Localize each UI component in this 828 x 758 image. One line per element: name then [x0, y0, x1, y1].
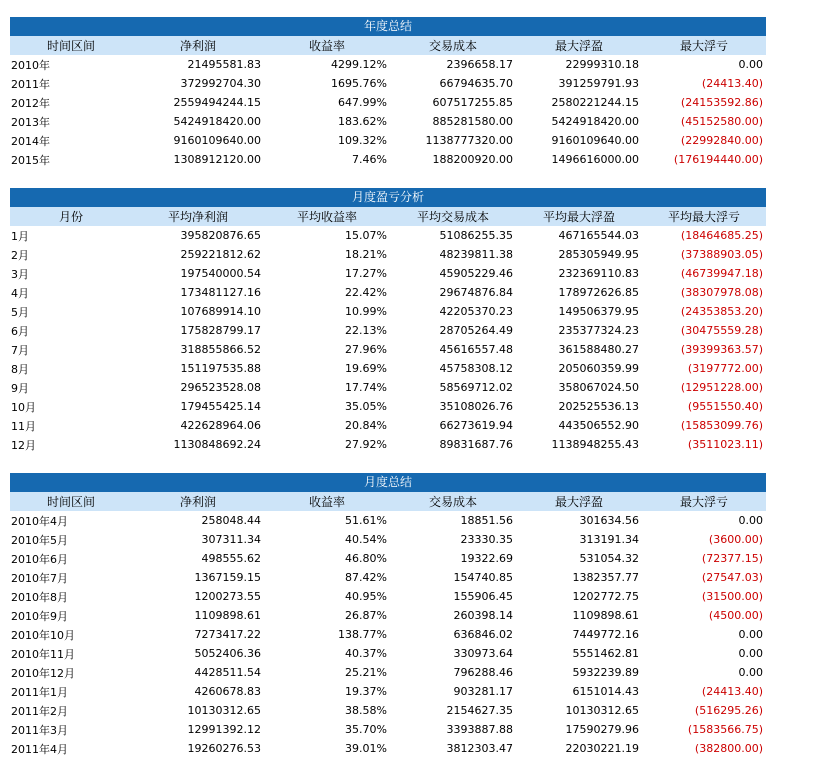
table-cell: 5424918420.00: [173, 115, 261, 128]
table-cell: 35.70%: [345, 723, 387, 736]
table-cell: 22999310.18: [565, 58, 639, 71]
column-header: 最大浮盈: [516, 36, 642, 55]
column-header: 时间区间: [10, 492, 132, 511]
column-header: 平均交易成本: [390, 207, 516, 226]
table-cell: 9160109640.00: [173, 134, 261, 147]
row-label: 11月: [11, 419, 36, 433]
table-header-row: [10, 207, 766, 226]
table-cell: (3511023.11): [687, 438, 763, 451]
table-cell: 1200273.55: [194, 590, 261, 603]
table-cell: 9160109640.00: [551, 134, 639, 147]
table-cell: 205060359.99: [558, 362, 639, 375]
table-cell: (1583566.75): [687, 723, 763, 736]
row-label: 2010年12月: [11, 666, 75, 680]
table-cell: 179455425.14: [180, 400, 261, 413]
table-cell: 361588480.27: [558, 343, 639, 356]
table-cell: 358067024.50: [558, 381, 639, 394]
table-cell: 40.95%: [345, 590, 387, 603]
column-header: 收益率: [264, 36, 390, 55]
row-label: 9月: [11, 381, 29, 395]
table-row: [10, 644, 766, 663]
table-cell: 27.96%: [345, 343, 387, 356]
table-cell: 28705264.49: [439, 324, 513, 337]
table-cell: 66794635.70: [439, 77, 513, 90]
table-cell: 175828799.17: [180, 324, 261, 337]
table-cell: (46739947.18): [680, 267, 763, 280]
table-cell: 22030221.19: [565, 742, 639, 755]
table-cell: 19260276.53: [187, 742, 261, 755]
table-row: [10, 511, 766, 530]
table-cell: 307311.34: [201, 533, 261, 546]
table-cell: 48239811.38: [439, 248, 513, 261]
row-label: 2010年11月: [11, 647, 75, 661]
row-label: 2015年: [11, 153, 50, 167]
table-cell: 178972626.85: [558, 286, 639, 299]
table-cell: (37388903.05): [680, 248, 763, 261]
row-label: 2011年: [11, 77, 50, 91]
table-cell: 258048.44: [201, 514, 261, 527]
column-header: 交易成本: [390, 36, 516, 55]
table-cell: 18.21%: [345, 248, 387, 261]
monthly-analysis-title: 月度盈亏分析: [10, 188, 766, 207]
table-cell: (45152580.00): [680, 115, 763, 128]
table-cell: (39399363.57): [680, 343, 763, 356]
column-header: 最大浮亏: [642, 36, 766, 55]
monthly-summary-section: [10, 473, 766, 758]
table-cell: 109.32%: [338, 134, 387, 147]
table-cell: 0.00: [738, 647, 763, 660]
table-cell: 19.69%: [345, 362, 387, 375]
table-cell: 467165544.03: [558, 229, 639, 242]
column-header: 平均最大浮盈: [516, 207, 642, 226]
table-cell: 151197535.88: [180, 362, 261, 375]
table-cell: (24413.40): [701, 685, 763, 698]
table-cell: 4299.12%: [331, 58, 387, 71]
table-cell: 17590279.96: [565, 723, 639, 736]
table-cell: 155906.45: [453, 590, 513, 603]
table-cell: 10130312.65: [187, 704, 261, 717]
table-cell: 1496616000.00: [551, 153, 639, 166]
table-cell: 2580221244.15: [551, 96, 639, 109]
table-cell: 39.01%: [345, 742, 387, 755]
table-cell: 0.00: [738, 58, 763, 71]
table-header-row: [10, 492, 766, 511]
column-header: 平均净利润: [132, 207, 264, 226]
table-cell: 3393887.88: [446, 723, 513, 736]
monthly-summary-title: 月度总结: [10, 473, 766, 492]
table-row: [10, 625, 766, 644]
row-label: 12月: [11, 438, 36, 452]
table-row: [10, 302, 766, 321]
table-cell: 17.27%: [345, 267, 387, 280]
table-cell: 422628964.06: [180, 419, 261, 432]
table-cell: 5551462.81: [572, 647, 639, 660]
table-row: [10, 397, 766, 416]
row-label: 2010年: [11, 58, 50, 72]
table-cell: (72377.15): [701, 552, 763, 565]
table-cell: 27.92%: [345, 438, 387, 451]
table-cell: (9551550.40): [687, 400, 763, 413]
table-cell: (12951228.00): [680, 381, 763, 394]
table-cell: 19.37%: [345, 685, 387, 698]
table-row: [10, 359, 766, 378]
table-cell: 1308912120.00: [173, 153, 261, 166]
row-label: 2010年8月: [11, 590, 68, 604]
monthly-analysis-table: [10, 207, 766, 454]
table-row: [10, 435, 766, 454]
table-cell: 313191.34: [579, 533, 639, 546]
table-cell: 26.87%: [345, 609, 387, 622]
row-label: 2010年9月: [11, 609, 68, 623]
table-cell: 89831687.76: [439, 438, 513, 451]
table-cell: 22.13%: [345, 324, 387, 337]
table-cell: 0.00: [738, 666, 763, 679]
table-cell: 23330.35: [460, 533, 513, 546]
table-cell: 2154627.35: [446, 704, 513, 717]
table-cell: 0.00: [738, 628, 763, 641]
table-cell: (30475559.28): [680, 324, 763, 337]
table-cell: (18464685.25): [680, 229, 763, 242]
table-cell: 5052406.36: [194, 647, 261, 660]
table-cell: 38.58%: [345, 704, 387, 717]
table-cell: 40.37%: [345, 647, 387, 660]
table-cell: 391259791.93: [558, 77, 639, 90]
column-header: 收益率: [264, 492, 390, 511]
table-cell: 51086255.35: [439, 229, 513, 242]
table-row: [10, 701, 766, 720]
table-row: [10, 682, 766, 701]
table-cell: 395820876.65: [180, 229, 261, 242]
yearly-summary-section: [10, 17, 766, 169]
row-label: 2014年: [11, 134, 50, 148]
table-cell: 903281.17: [453, 685, 513, 698]
table-cell: 42205370.23: [439, 305, 513, 318]
table-cell: (516295.26): [694, 704, 763, 717]
row-label: 2010年7月: [11, 571, 68, 585]
table-cell: (4500.00): [708, 609, 763, 622]
column-header: 最大浮亏: [642, 492, 766, 511]
row-label: 2011年1月: [11, 685, 68, 699]
column-header: 月份: [10, 207, 132, 226]
row-label: 2011年3月: [11, 723, 68, 737]
table-cell: 25.21%: [345, 666, 387, 679]
table-cell: 45905229.46: [439, 267, 513, 280]
table-cell: 51.61%: [345, 514, 387, 527]
table-cell: 29674876.84: [439, 286, 513, 299]
table-cell: (15853099.76): [680, 419, 763, 432]
table-cell: 19322.69: [460, 552, 513, 565]
column-header: 平均最大浮亏: [642, 207, 766, 226]
row-label: 4月: [11, 286, 29, 300]
table-row: [10, 568, 766, 587]
table-row: [10, 150, 766, 169]
table-cell: 197540000.54: [180, 267, 261, 280]
table-cell: 45758308.12: [439, 362, 513, 375]
table-cell: 5424918420.00: [551, 115, 639, 128]
monthly-summary-table: [10, 492, 766, 758]
table-cell: 12991392.12: [187, 723, 261, 736]
table-cell: 149506379.95: [558, 305, 639, 318]
table-cell: 636846.02: [453, 628, 513, 641]
table-cell: 22.42%: [345, 286, 387, 299]
table-cell: 1367159.15: [194, 571, 261, 584]
row-label: 3月: [11, 267, 29, 281]
table-cell: 6151014.43: [572, 685, 639, 698]
yearly-summary-title: 年度总结: [10, 17, 766, 36]
table-cell: 4428511.54: [194, 666, 261, 679]
table-cell: 18851.56: [460, 514, 513, 527]
table-cell: (3197772.00): [687, 362, 763, 375]
table-cell: (176194440.00): [673, 153, 763, 166]
table-cell: 443506552.90: [558, 419, 639, 432]
table-cell: 154740.85: [453, 571, 513, 584]
table-row: [10, 93, 766, 112]
row-label: 2012年: [11, 96, 50, 110]
table-cell: 1695.76%: [331, 77, 387, 90]
monthly-analysis-section: [10, 188, 766, 454]
table-cell: 498555.62: [201, 552, 261, 565]
row-label: 2010年4月: [11, 514, 68, 528]
table-cell: 885281580.00: [432, 115, 513, 128]
table-cell: 46.80%: [345, 552, 387, 565]
table-cell: 1382357.77: [572, 571, 639, 584]
column-header: 净利润: [132, 492, 264, 511]
table-cell: 296523528.08: [180, 381, 261, 394]
column-header: 时间区间: [10, 36, 132, 55]
table-cell: 202525536.13: [558, 400, 639, 413]
table-cell: 4260678.83: [194, 685, 261, 698]
row-label: 7月: [11, 343, 29, 357]
table-header-row: [10, 36, 766, 55]
table-row: [10, 720, 766, 739]
table-cell: (31500.00): [701, 590, 763, 603]
table-cell: 45616557.48: [439, 343, 513, 356]
row-label: 10月: [11, 400, 36, 414]
table-cell: 2559494244.15: [173, 96, 261, 109]
table-cell: 1130848692.24: [173, 438, 261, 451]
table-row: [10, 321, 766, 340]
table-cell: 138.77%: [338, 628, 387, 641]
table-cell: 58569712.02: [439, 381, 513, 394]
table-cell: 7.46%: [352, 153, 387, 166]
table-cell: 20.84%: [345, 419, 387, 432]
row-label: 2013年: [11, 115, 50, 129]
table-cell: 10.99%: [345, 305, 387, 318]
table-row: [10, 340, 766, 359]
table-cell: 1202772.75: [572, 590, 639, 603]
table-row: [10, 739, 766, 758]
table-cell: 15.07%: [345, 229, 387, 242]
table-row: [10, 226, 766, 245]
table-cell: (24413.40): [701, 77, 763, 90]
table-row: [10, 663, 766, 682]
table-row: [10, 112, 766, 131]
table-cell: 330973.64: [453, 647, 513, 660]
table-cell: 10130312.65: [565, 704, 639, 717]
table-cell: 1109898.61: [194, 609, 261, 622]
table-cell: 188200920.00: [432, 153, 513, 166]
table-cell: 35108026.76: [439, 400, 513, 413]
row-label: 2011年2月: [11, 704, 68, 718]
table-cell: 5932239.89: [572, 666, 639, 679]
table-cell: 372992704.30: [180, 77, 261, 90]
table-cell: 87.42%: [345, 571, 387, 584]
table-cell: 1109898.61: [572, 609, 639, 622]
row-label: 2010年10月: [11, 628, 75, 642]
table-cell: (24153592.86): [680, 96, 763, 109]
row-label: 6月: [11, 324, 29, 338]
table-cell: 1138948255.43: [551, 438, 639, 451]
table-cell: (27547.03): [701, 571, 763, 584]
table-cell: 0.00: [738, 514, 763, 527]
table-cell: 3812303.47: [446, 742, 513, 755]
table-cell: 173481127.16: [180, 286, 261, 299]
table-cell: 259221812.62: [180, 248, 261, 261]
row-label: 1月: [11, 229, 29, 243]
column-header: 交易成本: [390, 492, 516, 511]
table-cell: 235377324.23: [558, 324, 639, 337]
table-cell: 7273417.22: [194, 628, 261, 641]
table-cell: 796288.46: [453, 666, 513, 679]
table-row: [10, 55, 766, 74]
table-cell: (3600.00): [708, 533, 763, 546]
table-cell: (38307978.08): [680, 286, 763, 299]
table-cell: (382800.00): [694, 742, 763, 755]
table-cell: 607517255.85: [432, 96, 513, 109]
table-cell: 7449772.16: [572, 628, 639, 641]
row-label: 5月: [11, 305, 29, 319]
row-label: 2011年4月: [11, 742, 68, 756]
row-label: 2010年5月: [11, 533, 68, 547]
table-cell: (22992840.00): [680, 134, 763, 147]
table-row: [10, 131, 766, 150]
row-label: 2010年6月: [11, 552, 68, 566]
table-row: [10, 549, 766, 568]
row-label: 8月: [11, 362, 29, 376]
table-cell: 2396658.17: [446, 58, 513, 71]
table-row: [10, 530, 766, 549]
table-row: [10, 416, 766, 435]
table-row: [10, 606, 766, 625]
yearly-summary-table: [10, 36, 766, 169]
table-cell: 21495581.83: [187, 58, 261, 71]
table-cell: 17.74%: [345, 381, 387, 394]
table-cell: 260398.14: [453, 609, 513, 622]
table-cell: 232369110.83: [558, 267, 639, 280]
table-row: [10, 378, 766, 397]
table-cell: 35.05%: [345, 400, 387, 413]
table-row: [10, 283, 766, 302]
table-row: [10, 587, 766, 606]
table-cell: 183.62%: [338, 115, 387, 128]
table-cell: 647.99%: [338, 96, 387, 109]
table-cell: 40.54%: [345, 533, 387, 546]
row-label: 2月: [11, 248, 29, 262]
table-cell: 301634.56: [579, 514, 639, 527]
table-cell: 1138777320.00: [425, 134, 513, 147]
table-cell: 531054.32: [579, 552, 639, 565]
table-cell: 66273619.94: [439, 419, 513, 432]
table-row: [10, 74, 766, 93]
table-cell: 285305949.95: [558, 248, 639, 261]
column-header: 平均收益率: [264, 207, 390, 226]
table-row: [10, 264, 766, 283]
table-cell: 107689914.10: [180, 305, 261, 318]
table-row: [10, 245, 766, 264]
table-cell: 318855866.52: [180, 343, 261, 356]
column-header: 最大浮盈: [516, 492, 642, 511]
column-header: 净利润: [132, 36, 264, 55]
table-cell: (24353853.20): [680, 305, 763, 318]
